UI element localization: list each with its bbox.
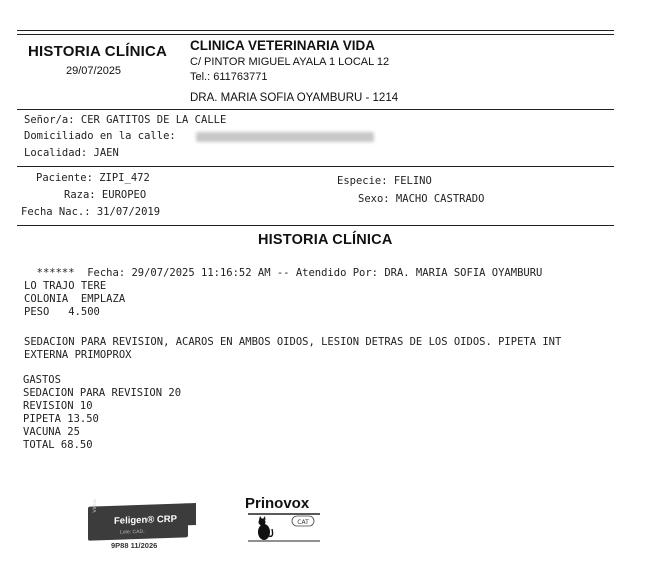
redacted-street <box>196 132 374 142</box>
patient-name: Paciente: ZIPI_472 <box>36 172 150 184</box>
top-rule-2 <box>17 34 614 35</box>
owner-street-label: Domiciliado en la calle: <box>24 130 176 142</box>
header-date: 29/07/2025 <box>66 65 122 77</box>
vaccine-sticker <box>88 498 188 540</box>
patient-bottom-rule <box>17 225 614 226</box>
vaccine-name: Feligen® CRP <box>114 513 177 527</box>
owner-bottom-rule <box>17 166 614 167</box>
owner-name: Señor/a: CER GATITOS DE LA CALLE <box>24 114 227 126</box>
record-entry-header: ****** Fecha: 29/07/2025 11:16:52 AM -- Atendido Por: DRA. MARIA SOFIA OYAMBURU <box>24 267 543 279</box>
patient-birth: Fecha Nac.: 31/07/2019 <box>21 206 161 218</box>
patient-sex: Sexo: MACHO CASTRADO <box>358 193 485 205</box>
prinovox-label-icon <box>246 512 324 544</box>
clinic-phone: Tel.: 611763771 <box>190 71 268 83</box>
header-bottom-rule <box>17 109 614 110</box>
record-notes-1: LO TRAJO TERE COLONIA EMPLAZA PESO 4.500 <box>24 280 126 318</box>
record-section-title: HISTORIA CLÍNICA <box>258 232 393 248</box>
vaccine-sub: Lote: CAD.: <box>120 528 146 536</box>
clinic-name: CLINICA VETERINARIA VIDA <box>190 38 376 53</box>
record-notes-2: SEDACION PARA REVISION, ACAROS EN AMBOS OIDOS, LESION DETRAS DE LOS OIDOS. PIPETA INT EXTERNA PRIMOPROX <box>24 336 562 361</box>
clinic-address: C/ PINTOR MIGUEL AYALA 1 LOCAL 12 <box>190 56 390 68</box>
sticker-notch <box>182 503 196 525</box>
cat-silhouette-icon <box>258 516 273 540</box>
record-expenses: GASTOS SEDACION PARA REVISION 20 REVISION 10 PIPETA 13.50 VACUNA 25 TOTAL 68.50 <box>23 374 182 451</box>
patient-breed: Raza: EUROPEO <box>64 189 147 201</box>
clinic-doctor: DRA. MARIA SOFIA OYAMBURU - 1214 <box>190 92 399 104</box>
prinovox-badge: CAT <box>297 519 309 526</box>
top-rule-1 <box>17 30 614 31</box>
header-title: HISTORIA CLÍNICA <box>28 43 168 60</box>
prinovox-name: Prinovox <box>245 495 310 512</box>
vaccine-lot: 9P88 11/2026 <box>111 541 158 550</box>
owner-city: Localidad: JAEN <box>24 147 119 159</box>
vaccine-brand: Virbac <box>92 498 98 513</box>
patient-species: Especie: FELINO <box>337 175 432 187</box>
